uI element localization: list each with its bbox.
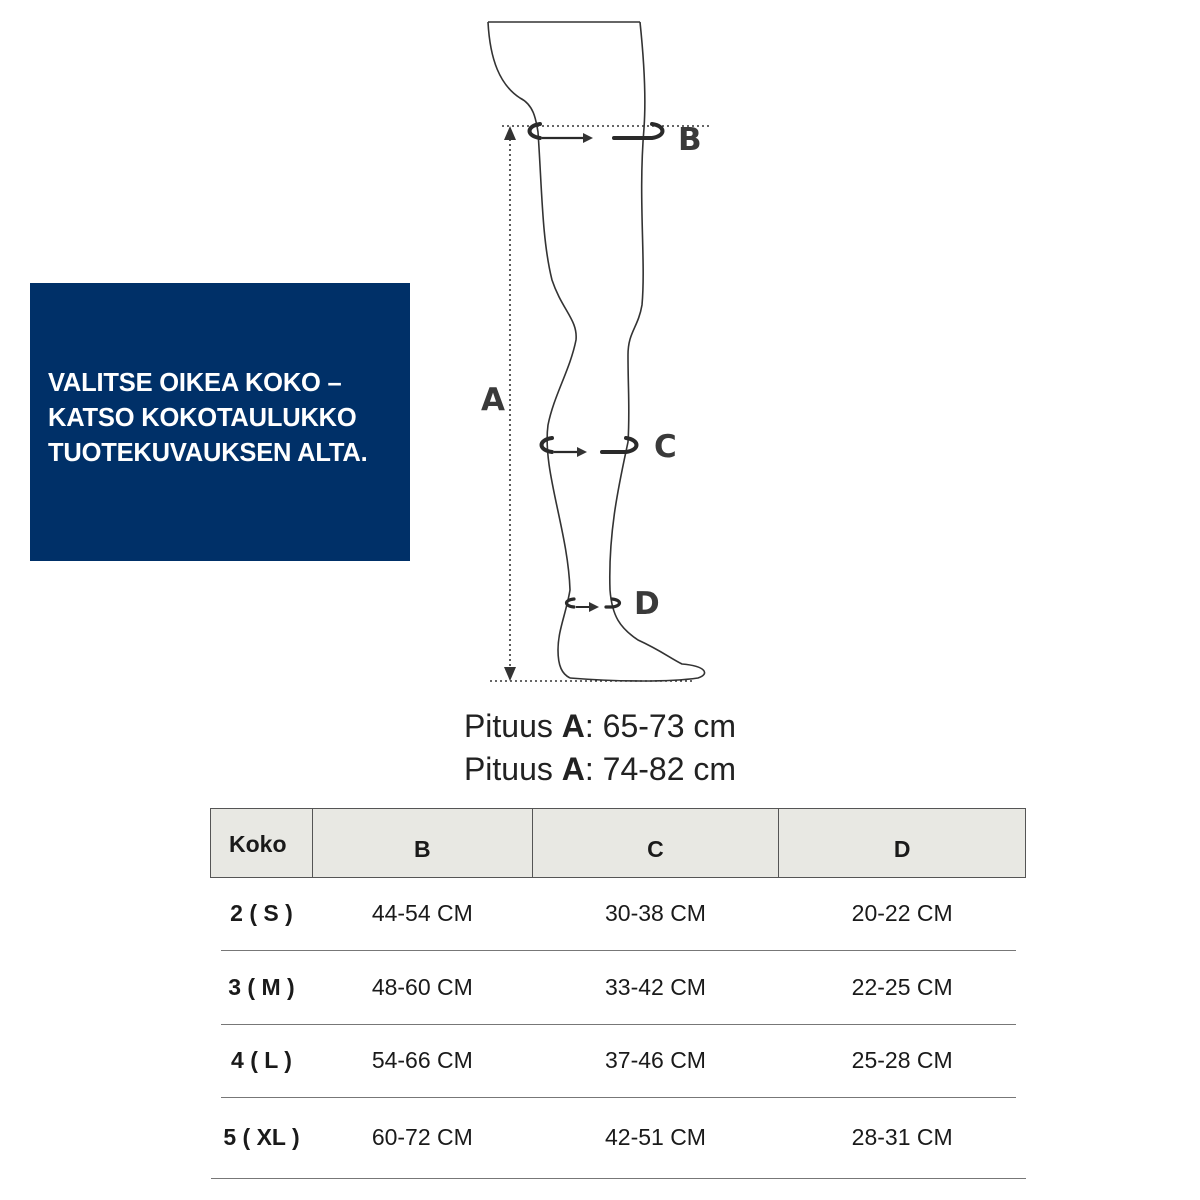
label-d: D	[634, 586, 660, 622]
table-row	[211, 951, 1026, 1024]
header-koko: Koko	[211, 809, 313, 878]
label-a: A	[481, 382, 505, 418]
length-arrowhead-top	[504, 126, 516, 140]
c-cell: 42-51 CM	[604, 1124, 706, 1150]
size-cell: 2 ( S )	[230, 900, 293, 927]
c-cell: 37-46 CM	[604, 1047, 706, 1073]
b-cell: 54-66 CM	[371, 1047, 473, 1073]
size-info-banner	[30, 283, 410, 561]
table-row	[211, 1098, 1026, 1178]
length-value: : 65-73 cm	[584, 708, 737, 744]
b-cell: 60-72 CM	[371, 1124, 473, 1150]
length-prefix: Pituus	[463, 708, 562, 744]
header-d: D	[779, 809, 1026, 878]
table-divider	[211, 1178, 1026, 1179]
leg-measurement-diagram	[470, 10, 730, 700]
b-cell: 44-54 CM	[371, 900, 473, 927]
d-cell: 25-28 CM	[851, 1047, 953, 1073]
c-cell: 33-42 CM	[604, 973, 706, 1000]
d-cell: 20-22 CM	[851, 900, 953, 927]
size-cell: 5 ( XL )	[223, 1124, 300, 1150]
length-letter: A	[561, 708, 585, 744]
banner-line-1: VALITSE OIKEA KOKO –	[48, 369, 342, 397]
d-cell: 22-25 CM	[851, 973, 953, 1000]
length-line-1	[0, 708, 1200, 745]
label-c: C	[654, 429, 677, 465]
size-cell: 3 ( M )	[228, 973, 295, 1000]
label-b: B	[678, 122, 702, 158]
banner-line-3: TUOTEKUVAUKSEN ALTA.	[48, 439, 368, 467]
circumference-d-ring-right	[606, 599, 620, 607]
table-row	[211, 1025, 1026, 1097]
leg-outline-back	[488, 22, 576, 678]
length-letter: A	[561, 751, 585, 787]
size-cell: 4 ( L )	[231, 1047, 292, 1073]
size-table	[210, 808, 1026, 1179]
header-b: B	[312, 809, 532, 878]
b-cell: 48-60 CM	[371, 973, 473, 1000]
header-c: C	[532, 809, 779, 878]
length-value: : 74-82 cm	[584, 751, 737, 787]
leg-outline-front	[570, 22, 705, 681]
table-row	[211, 878, 1026, 950]
circumference-d-ring-left	[567, 599, 575, 607]
c-cell: 30-38 CM	[604, 900, 706, 927]
banner-line-2: KATSO KOKOTAULUKKO	[48, 404, 357, 432]
d-cell: 28-31 CM	[851, 1124, 953, 1150]
length-line-2	[0, 751, 1200, 788]
table-header-row	[211, 809, 1026, 878]
length-arrowhead-bottom	[504, 667, 516, 681]
circumference-c-ring-right	[602, 438, 637, 452]
length-prefix: Pituus	[463, 751, 562, 787]
